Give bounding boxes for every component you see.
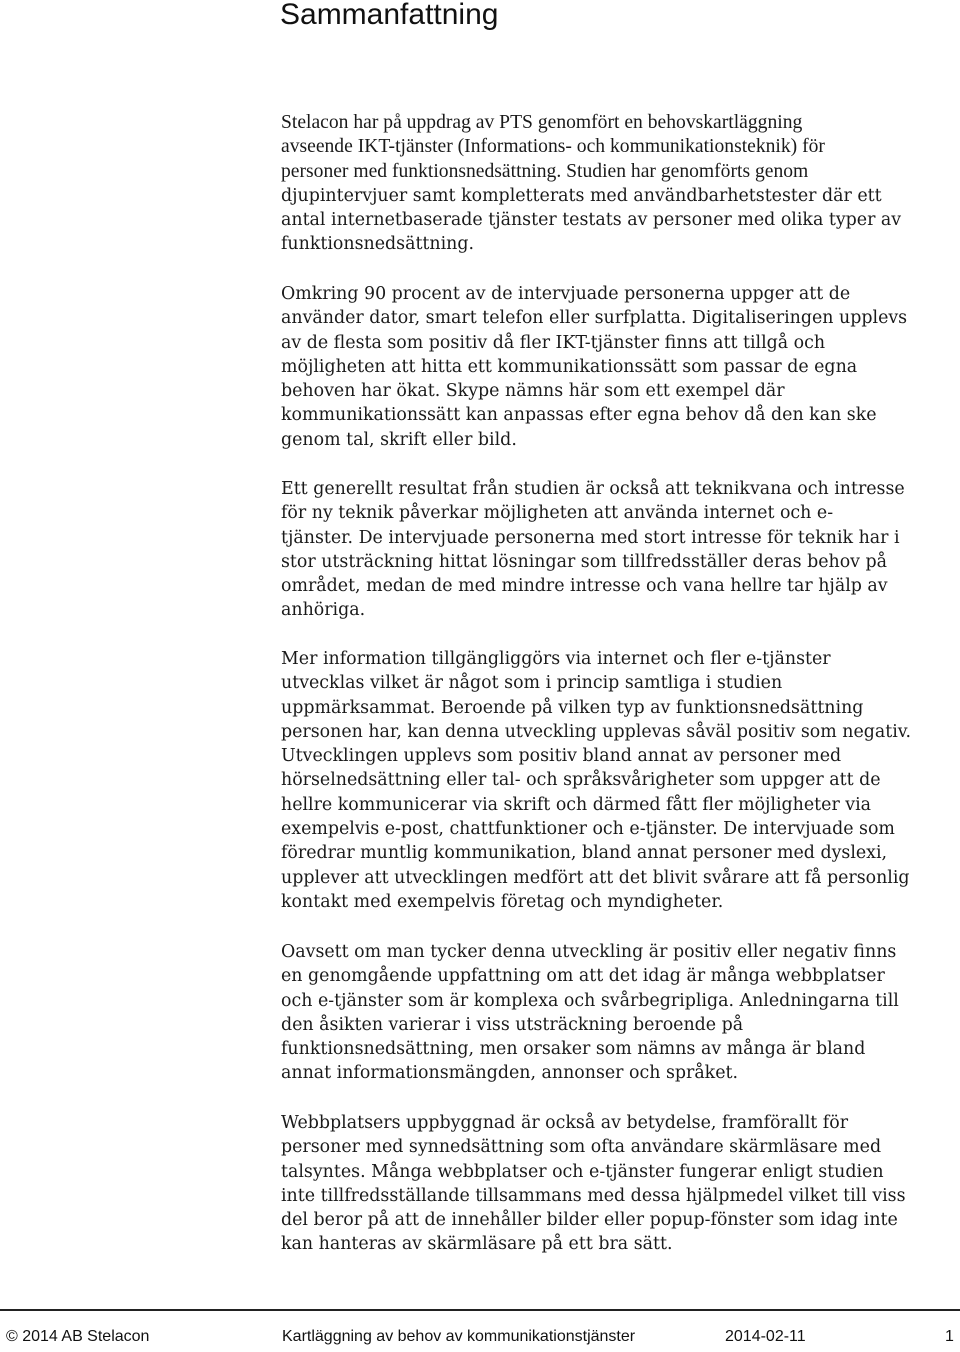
text-line: Ett generellt resultat från studien är också att teknikvana och intresse — [281, 479, 905, 499]
text-line: Mer information tillgängliggörs via internet och fler e-tjänster — [281, 649, 831, 669]
footer-copyright: © 2014 AB Stelacon — [6, 1328, 150, 1345]
text-line: Omkring 90 procent av de intervjuade personerna uppger att de — [281, 284, 851, 304]
text-line: behoven har ökat. Skype nämns här som ett exempel där — [281, 381, 785, 402]
text-line: uppmärksammat. Beroende på vilken typ av funktionsnedsättning — [281, 697, 864, 718]
text-line: och e-tjänster som är komplexa och svårbegripliga. Anledningarna till — [281, 990, 899, 1011]
text-line: utvecklas vilket är något som i princip samtliga i studien — [281, 673, 783, 694]
page-title: Sammanfattning — [280, 0, 499, 31]
text-line: för ny teknik påverkar möjligheten att använda internet och e- — [281, 503, 834, 524]
text-line: kontakt med exempelvis företag och myndigheter. — [281, 891, 724, 912]
text-line: inte tillfredsställande tillsammans med dessa hjälpmedel vilket till viss — [281, 1185, 906, 1206]
text-line: exempelvis e-post, chattfunktioner och e-tjänster. De intervjuade som — [281, 819, 895, 840]
text-line: talsyntes. Många webbplatser och e-tjänster fungerar enligt studien — [281, 1161, 884, 1182]
summary-paragraph-4 — [281, 647, 957, 914]
summary-paragraph-1 — [281, 111, 957, 257]
summary-paragraph-3 — [281, 477, 957, 623]
text-line: av de flesta som positiv då fler IKT-tjänster finns att tillgå och — [281, 332, 826, 353]
footer-date: 2014-02-11 — [725, 1328, 806, 1345]
text-line: kommunikationssätt kan anpassas efter egna behov då den kan ske — [281, 405, 877, 426]
text-line: personer med synnedsättning som ofta användare skärmläsare med — [281, 1137, 882, 1158]
text-line: upplever att utvecklingen medfört att det blivit svårare att få personlig — [281, 867, 910, 888]
text-line: hörselnedsättning eller tal- och språksvårigheter som uppger att de — [281, 770, 881, 791]
text-line: genom tal, skrift eller bild. — [281, 429, 517, 450]
text-line: använder dator, smart telefon eller surfplatta. Digitaliseringen upplevs — [281, 308, 908, 329]
footer-divider — [0, 1309, 960, 1311]
text-line: den åsikten varierar i viss utsträckning beroende på — [281, 1014, 744, 1035]
text-line: funktionsnedsättning. — [281, 234, 475, 255]
text-line: avseende IKT-tjänster (Informations- och kommunikationsteknik) för — [281, 136, 825, 158]
text-line: Stelacon har på uppdrag av PTS genomfört en behovskartläggning — [281, 112, 803, 133]
text-line: annat informationsmängden, annonser och språket. — [281, 1063, 739, 1084]
text-line: möjligheten att hitta ett kommunikationssätt som passar de egna — [281, 356, 858, 377]
text-line: personen har, kan denna utveckling upplevas såväl positiv som negativ. — [281, 721, 912, 742]
text-line: föredrar muntlig kommunikation, bland annat personer med dyslexi, — [281, 843, 888, 864]
text-line: en genomgående uppfattning om att det idag är många webbplatser — [281, 966, 885, 987]
text-line: Oavsett om man tycker denna utveckling är positiv eller negativ finns — [281, 942, 897, 962]
text-line: funktionsnedsättning, men orsaker som nämns av många är bland — [281, 1039, 866, 1060]
footer-document-title: Kartläggning av behov av kommunikationstjänster — [282, 1328, 636, 1345]
summary-paragraph-5 — [281, 940, 957, 1086]
text-line: personer med funktionsnedsättning. Studien har genomförts genom — [281, 160, 809, 182]
summary-paragraph-6 — [281, 1111, 957, 1257]
text-line: del beror på att de innehåller bilder eller popup-fönster som idag inte — [281, 1210, 898, 1231]
text-line: djupintervjuer samt kompletterats med användbarhetstester där ett — [281, 185, 882, 206]
text-line: kan hanteras av skärmläsare på ett bra sätt. — [281, 1234, 673, 1255]
text-line: tjänster. De intervjuade personerna med stort intresse för teknik har i — [281, 527, 900, 548]
text-line: stor utsträckning hittat lösningar som tillfredsställer deras behov på — [281, 551, 888, 572]
text-line: anhöriga. — [281, 600, 366, 621]
text-line: antal internetbaserade tjänster testats av personer med olika typer av — [281, 210, 902, 231]
summary-paragraph-2 — [281, 282, 957, 452]
text-line: Webbplatsers uppbyggnad är också av betydelse, framförallt för — [281, 1113, 849, 1133]
text-line: området, medan de med mindre intresse och vana hellre tar hjälp av — [281, 576, 888, 597]
text-line: Utvecklingen upplevs som positiv bland annat av personer med — [281, 746, 842, 767]
footer-page-number: 1 — [945, 1328, 954, 1345]
text-line: hellre kommunicerar via skrift och därmed fått fler möjligheter via — [281, 794, 872, 815]
